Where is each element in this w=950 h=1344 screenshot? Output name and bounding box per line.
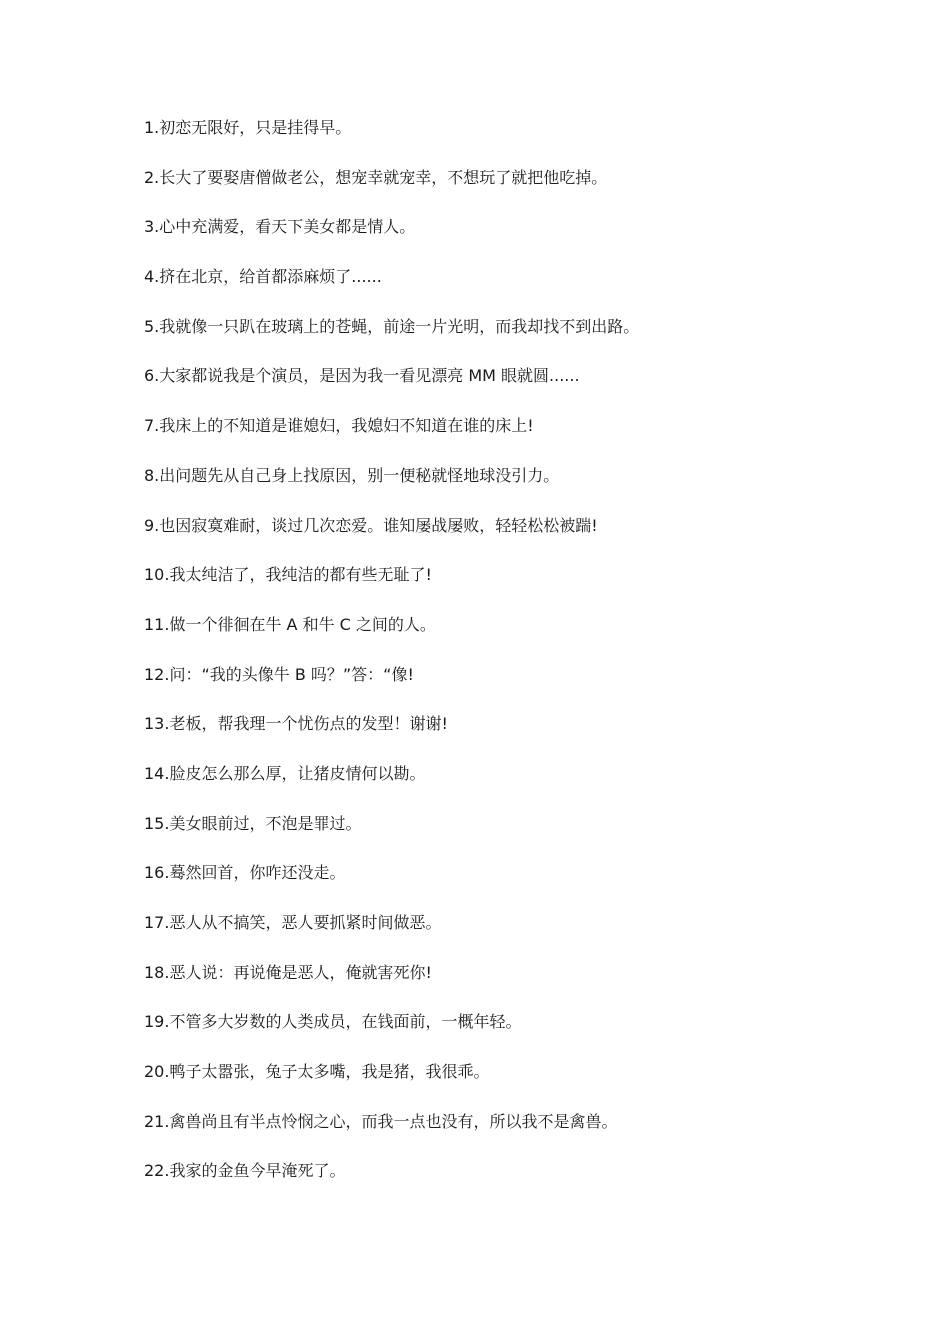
joke-line-11: 11.做一个徘徊在牛 A 和牛 C 之间的人。 — [144, 614, 436, 634]
joke-line-12: 12.问：“我的头像牛 B 吗？”答：“像! — [144, 664, 414, 684]
joke-list — [144, 114, 864, 1207]
joke-line-19: 19.不管多大岁数的人类成员，在钱面前，一概年轻。 — [144, 1012, 522, 1032]
joke-line-10: 10.我太纯洁了，我纯洁的都有些无耻了! — [144, 565, 432, 585]
joke-line-15: 15.美女眼前过，不泡是罪过。 — [144, 813, 362, 833]
joke-line-8: 8.出问题先从自己身上找原因，别一便秘就怪地球没引力。 — [144, 465, 560, 485]
joke-line-21: 21.禽兽尚且有半点怜悯之心，而我一点也没有，所以我不是禽兽。 — [144, 1111, 618, 1131]
joke-line-16: 16.蓦然回首，你咋还没走。 — [144, 863, 346, 883]
joke-line-14: 14.脸皮怎么那么厚，让猪皮情何以勘。 — [144, 763, 426, 783]
joke-line-5: 5.我就像一只趴在玻璃上的苍蝇，前途一片光明，而我却找不到出路。 — [144, 316, 640, 336]
joke-line-7: 7.我床上的不知道是谁媳妇，我媳妇不知道在谁的床上! — [144, 416, 534, 436]
joke-line-22: 22.我家的金鱼今早淹死了。 — [144, 1161, 346, 1181]
joke-line-17: 17.恶人从不搞笑，恶人要抓紧时间做恶。 — [144, 913, 442, 932]
joke-line-3: 3.心中充满爱，看天下美女都是情人。 — [144, 217, 416, 237]
joke-line-4: 4.挤在北京，给首都添麻烦了...... — [144, 267, 382, 287]
joke-line-20: 20.鸭子太嚣张，兔子太多嘴，我是猪，我很乖。 — [144, 1062, 490, 1082]
joke-line-1: 1.初恋无限好，只是挂得早。 — [144, 118, 352, 137]
joke-line-9: 9.也因寂寞难耐，谈过几次恋爱。谁知屡战屡败，轻轻松松被踹! — [144, 515, 598, 535]
joke-line-13: 13.老板，帮我理一个忧伤点的发型！谢谢! — [144, 714, 448, 734]
joke-line-18: 18.恶人说：再说俺是恶人，俺就害死你! — [144, 962, 432, 982]
joke-line-6: 6.大家都说我是个演员，是因为我一看见漂亮 MM 眼就圆...... — [144, 366, 580, 386]
joke-line-2: 2.长大了要娶唐僧做老公，想宠幸就宠幸，不想玩了就把他吃掉。 — [144, 167, 608, 187]
